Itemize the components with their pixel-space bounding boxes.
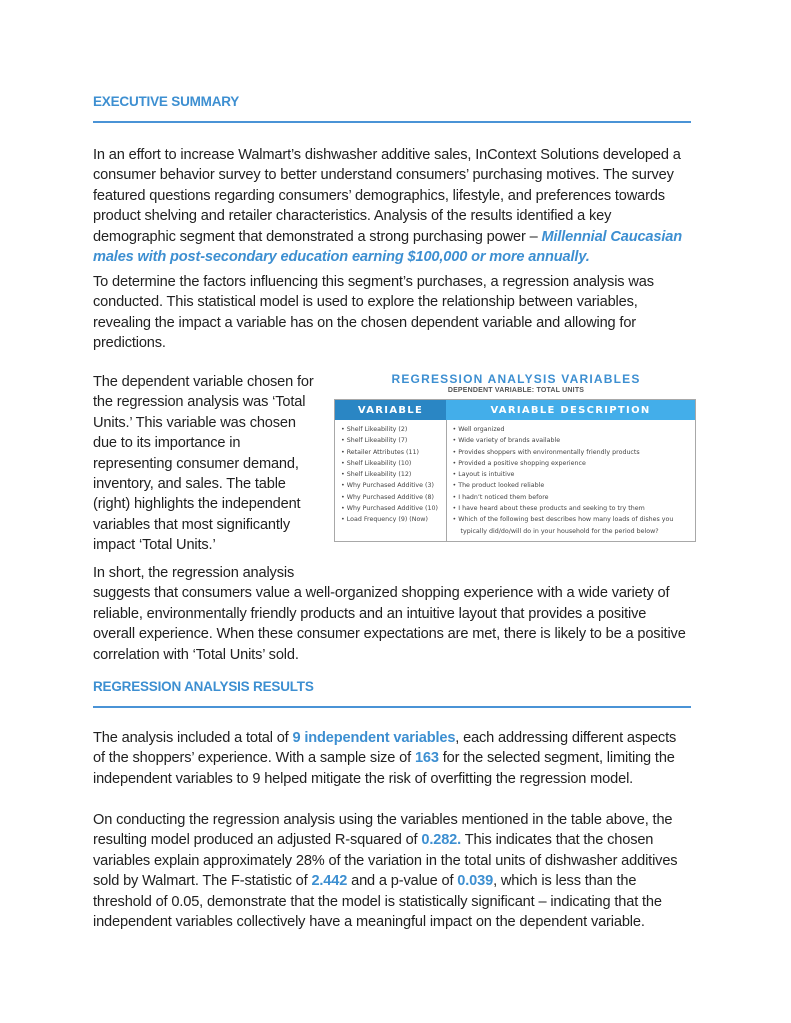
results-text: This indicates that the chosen variables explain approximately 28% of the variation in the total units of dishwasher additives sold by Walmart. The F-statistic of	[93, 832, 678, 890]
variable-item: • Why Purchased Additive (3)	[341, 480, 440, 491]
intro-text: In an effort to increase Walmart’s dishwasher additive sales, InContext Solutions developed a consumer behavior survey to better understand consumers’ purchasing motives. The survey featured questions regarding consumers’ demographics, lifestyle, and preferences towards product shelving and retailer characteristics. Analysis of the results identified a key demographic segment that demonstrated a strong purchasing power –	[93, 147, 681, 245]
description-item: • Which of the following best describes how many loads of dishes you	[453, 514, 690, 525]
variable-item: • Why Purchased Additive (8)	[341, 492, 440, 503]
section-divider	[93, 706, 691, 708]
results-paragraph-1	[93, 728, 691, 789]
table-row	[335, 420, 696, 541]
variable-item: • Load Frequency (9) (Now)	[341, 514, 440, 525]
description-item: • Well organized	[453, 424, 690, 435]
description-item: • I hadn’t noticed them before	[453, 492, 690, 503]
description-item: • Provides shoppers with environmentally friendly products	[453, 447, 690, 458]
results-paragraph-2	[93, 810, 691, 932]
description-item: • Wide variety of brands available	[453, 435, 690, 446]
description-item: • I have heard about these products and seeking to try them	[453, 503, 690, 514]
variable-item: • Shelf Likeability (7)	[341, 435, 440, 446]
description-list	[446, 420, 696, 541]
results-text: On conducting the regression analysis using the variables mentioned in the table above, the resulting model produced an adjusted R-squared of	[93, 812, 673, 849]
regression-results-heading: REGRESSION ANALYSIS RESULTS	[93, 679, 314, 694]
variable-item: • Retailer Attributes (11)	[341, 447, 440, 458]
r-squared-highlight: 0.282.	[421, 832, 462, 849]
results-text: , which is less than the threshold of 0.05, demonstrate that the model is statistically significant – indicating that the independent variables collectively have a meaningful impact on the dependent variable.	[93, 873, 662, 931]
description-item: • Provided a positive shopping experience	[453, 458, 690, 469]
variable-list	[335, 420, 447, 541]
dependent-variable-paragraph: The dependent variable chosen for the regression analysis was ‘Total Units.’ This variable was chosen due to its importance in representing consumer demand, inventory, and sales. The table (right) highlights the independent variables that most significantly impact ‘Total Units.’	[93, 374, 314, 554]
variable-item: • Shelf Likeability (10)	[341, 458, 440, 469]
results-text: for the selected segment, limiting the independent variables to 9 helped mitigate the risk of overfitting the regression model.	[93, 750, 675, 787]
summary-first-line: In short, the regression analysis	[93, 565, 295, 581]
summary-paragraph	[93, 563, 691, 665]
description-item: • Layout is intuitive	[453, 469, 690, 480]
results-text: The analysis included a total of	[93, 730, 293, 746]
column-header-description: VARIABLE DESCRIPTION	[446, 400, 696, 421]
variables-table-title: REGRESSION ANALYSIS VARIABLES	[391, 372, 641, 386]
variables-table-subtitle: DEPENDENT VARIABLE: TOTAL UNITS	[447, 387, 585, 394]
intro-paragraph	[93, 145, 691, 267]
column-header-variable: VARIABLE	[335, 400, 447, 421]
section-divider	[93, 121, 691, 123]
description-item: • The product looked reliable	[453, 480, 690, 491]
results-text: , each addressing different aspects of the shoppers’ experience. With a sample size of	[93, 730, 677, 767]
methodology-paragraph: To determine the factors influencing this segment’s purchases, a regression analysis was conducted. This statistical model is used to explore the relationship between variables, revealing the impact a variable has on the chosen dependent variable and allowing for predictions.	[93, 274, 654, 352]
regression-variables-figure	[334, 372, 698, 542]
variable-count-highlight: 9 independent variables	[292, 730, 456, 746]
variable-item: • Shelf Likeability (2)	[341, 424, 440, 435]
target-segment-highlight: Millennial Caucasian males with post-secondary education earning $100,000 or more annually.	[93, 228, 683, 266]
summary-text: suggests that consumers value a well-organized shopping experience with a wide variety of reliable, environmentally friendly products and an intuitive layout that provides a positive overall experience. When these consumer expectations are met, there is likely to be a positive correlation with ‘Total Units’ sold.	[93, 585, 686, 663]
sample-size-highlight: 163	[414, 750, 439, 767]
variable-item: • Shelf Likeability (12)	[341, 469, 440, 480]
p-value-highlight: 0.039	[457, 873, 494, 890]
description-item-continued: typically did/do/will do in your household for the period below?	[460, 527, 659, 535]
variables-table	[334, 399, 696, 542]
f-statistic-highlight: 2.442	[311, 873, 348, 890]
variable-item: • Why Purchased Additive (10)	[341, 503, 440, 514]
executive-summary-heading: EXECUTIVE SUMMARY	[93, 94, 240, 109]
results-text: and a p-value of	[347, 873, 458, 890]
